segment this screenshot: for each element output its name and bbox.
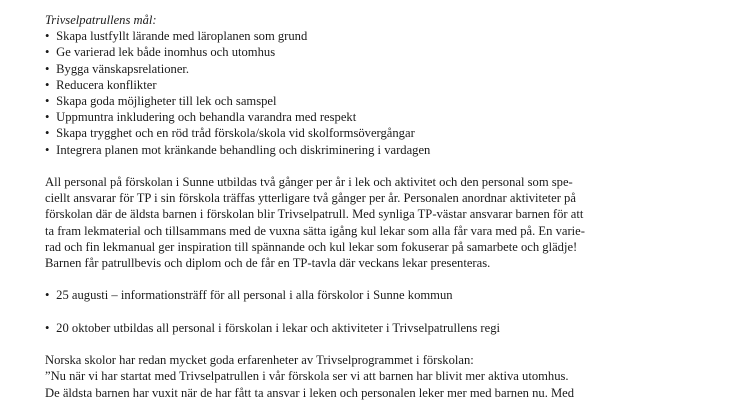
spacer [45,304,685,320]
event-item [45,320,685,336]
bullet: • [45,61,50,76]
bullet: • [45,126,50,141]
goals-list [45,28,685,158]
paragraph-line: ta fram lekmaterial och tillsammans med de vuxna sätta igång kul lekar som alla får vara med på. En varie- [45,223,585,238]
goal-text: Bygga vänskapsrelationer. [56,61,190,76]
bullet: • [45,110,50,125]
bullet: • [45,320,50,335]
goal-text: Skapa lustfyllt lärande med läroplanen som grund [56,29,308,44]
goal-item [45,44,685,60]
event-text: 25 augusti – informationsträff för all personal i alla förskolor i Sunne kommun [56,288,453,303]
goal-item [45,93,685,109]
paragraph-line: rad och fin lekmanual ger inspiration till spännande och kul lekar som fokuserar på samarbete och glädje! [45,239,578,254]
spacer [45,271,685,287]
goal-item [45,125,685,141]
spacer [45,158,685,174]
paragraph-line: ”Nu när vi har startat med Trivselpatrullen i vår förskola ser vi att barnen har blivit mer aktiva utomhus. [45,369,569,384]
bullet: • [45,288,50,303]
paragraph-line: Barnen får patrullbevis och diplom och de får en TP-tavla där veckans lekar presenteras. [45,256,491,271]
goal-text: Skapa trygghet och en röd tråd förskola/skola vid skolformsövergångar [56,126,415,141]
spacer [45,336,685,352]
event-item [45,287,685,303]
goal-text: Uppmuntra inkludering och behandla varandra med respekt [56,110,357,125]
bullet: • [45,94,50,109]
paragraph-line: ciellt ansvarar för TP i sin förskola träffas ytterligare två gånger per år. Personalen anordnar aktiviteter på [45,191,576,206]
paragraph-line: All personal på förskolan i Sunne utbildas två gånger per år i lek och aktivitet och den personal som spe- [45,175,573,190]
bullet: • [45,29,50,44]
bullet: • [45,77,50,92]
bullet: • [45,45,50,60]
goal-text: Skapa goda möjligheter till lek och samspel [56,94,277,109]
document-page [45,12,685,401]
goal-text: Integrera planen mot kränkande behandling och diskriminering i vardagen [56,142,431,157]
intro-paragraph [45,174,685,271]
goal-text: Reducera konflikter [56,77,157,92]
goal-item [45,61,685,77]
goals-heading: Trivselpatrullens mål: [45,13,157,27]
goal-item [45,142,685,158]
paragraph-line: förskolan där de äldsta barnen i förskolan blir Trivselpatrull. Med synliga TP-västar ansvarar barnen för att [45,207,584,222]
event-text: 20 oktober utbildas all personal i förskolan i lekar och aktiviteter i Trivselpatrullens regi [56,320,500,335]
goal-item [45,28,685,44]
bullet: • [45,142,50,157]
goal-item [45,77,685,93]
paragraph-line: Norska skolor har redan mycket goda erfarenheter av Trivselprogrammet i förskolan: [45,353,474,368]
paragraph-line: De äldsta barnen har vuxit när de har fått ta ansvar i leken och personalen leker mer med barnen nu. Med [45,385,575,400]
goal-text: Ge varierad lek både inomhus och utomhus [56,45,276,60]
goal-item [45,109,685,125]
norway-paragraph [45,352,685,401]
